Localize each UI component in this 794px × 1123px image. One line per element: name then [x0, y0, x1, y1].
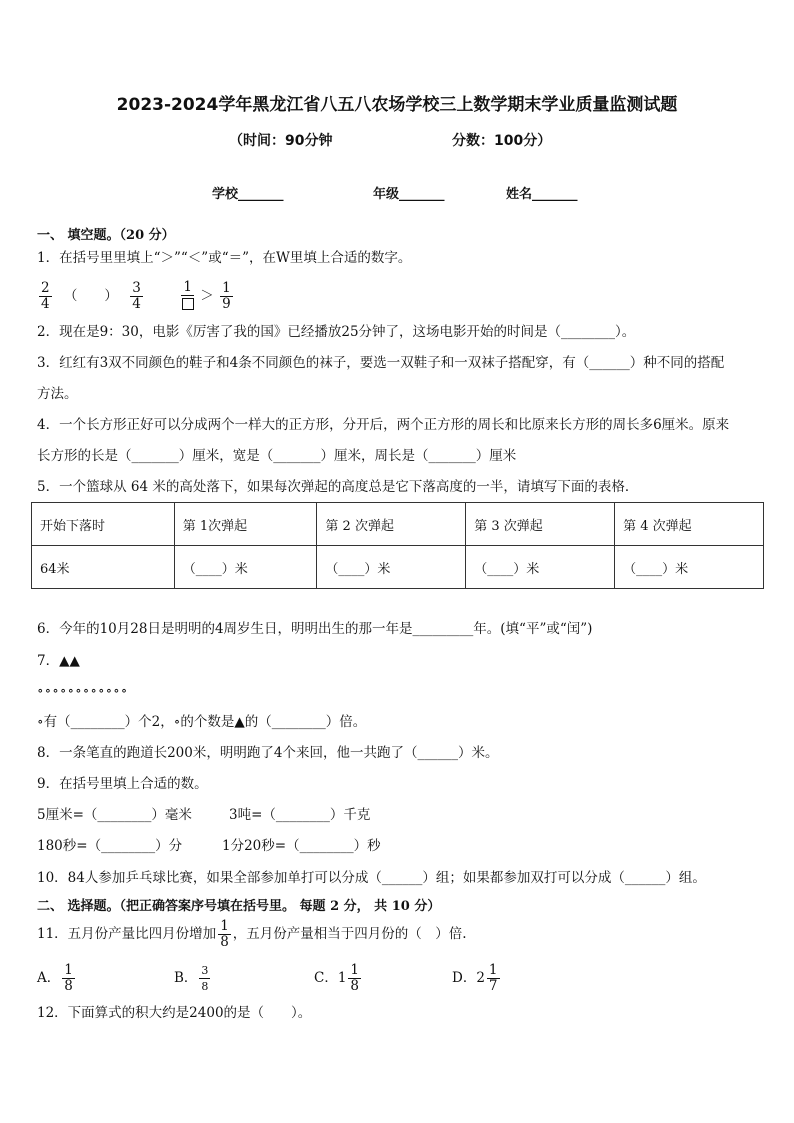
fraction-with-box: 1	[181, 280, 194, 314]
question-7-line-2: ∘有（________）个2，∘的个数是▲的（________）倍。	[37, 714, 367, 730]
question-5: 5．一个篮球从 64 米的高处落下，如果每次弹起的高度总是它下落高度的一半，请填写下面的表格．	[37, 479, 639, 495]
question-3-line-1: 3．红红有3双不同颜色的鞋子和4条不同颜色的袜子，要选一双鞋子和一双袜子搭配穿，有（______）种不同的搭配	[37, 355, 725, 371]
question-1-comparisons	[37, 276, 235, 316]
question-9-item: 3吨=（________）千克	[229, 807, 371, 823]
fraction: $\frac{1}{9}$	[222, 280, 231, 312]
table-cell: （____）米	[317, 546, 466, 589]
table-header-cell: 第 4 次弹起	[615, 503, 764, 546]
section-1-heading: 一、 填空题。（20 分）	[37, 228, 175, 243]
table-row	[32, 503, 764, 546]
table-cell: 64米	[32, 546, 175, 589]
question-4-line-2: 长方形的长是（_______）厘米，宽是（_______）厘米，周长是（_______）厘米	[37, 448, 517, 464]
table-cell: （____）米	[174, 546, 317, 589]
blank-box	[182, 298, 194, 310]
question-9-item: 5厘米=（________）毫米	[37, 807, 192, 823]
question-7-line-1: 7．▲▲	[37, 653, 80, 669]
bounce-table	[31, 502, 764, 589]
question-8: 8．一条笔直的跑道长200米，明明跑了4个来回，他一共跑了（______）米。	[37, 745, 499, 761]
question-3-line-2: 方法。	[37, 386, 78, 402]
school-field: 学校_______	[212, 187, 284, 202]
table-header-cell: 第 1次弹起	[174, 503, 317, 546]
question-6: 6．今年的10月28日是明明的4周岁生日，明明出生的那一年是_________年。(填“平”或“闰”)	[37, 621, 593, 637]
table-row	[32, 546, 764, 589]
section-2-heading: 二、 选择题。（把正确答案序号填在括号里。 每题 2 分， 共 10 分）	[37, 899, 441, 914]
grade-field: 年级_______	[373, 187, 445, 202]
question-7-circles: ∘∘∘∘∘∘∘∘∘∘∘∘	[37, 683, 129, 699]
question-9-item: 1分20秒=（________）秒	[222, 838, 381, 854]
option-a: A． $\frac{1}{8}$	[37, 962, 73, 994]
table-header-cell: 第 3 次弹起	[466, 503, 615, 546]
question-9-item: 180秒=（________）分	[37, 838, 183, 854]
fraction: $\frac{3}{4}$	[132, 280, 141, 312]
question-4-line-1: 4．一个长方形正好可以分成两个一样大的正方形，分开后，两个正方形的周长和比原来长方形的周长多6厘米。原来	[37, 417, 730, 433]
question-11-text: ，五月份产量相当于四月份的（ ）倍.	[232, 926, 467, 942]
question-2: 2．现在是9：30，电影《厉害了我的国》已经播放25分钟了，这场电影开始的时间是（________）。	[37, 324, 636, 340]
option-c: C．1 $\frac{1}{8}$	[314, 962, 360, 994]
exam-score: 分数：100分）	[452, 133, 552, 149]
greater-than-sign: ＞	[200, 288, 214, 304]
question-12: 12．下面算式的积大约是2400的是（ ）。	[37, 1005, 312, 1021]
question-10: 10．84人参加乒乓球比赛，如果全部参加单打可以分成（______）组；如果都参加双打可以分成（______）组。	[37, 870, 706, 886]
question-11	[37, 914, 467, 954]
exam-time: （时间：90分钟	[229, 133, 333, 149]
table-header-cell: 第 2 次弹起	[317, 503, 466, 546]
option-d: D．2 $\frac{1}{7}$	[452, 962, 498, 994]
option-b: B． $\frac{3}{8}$	[174, 964, 209, 993]
question-1: 1．在括号里里填上“＞”“＜”或“＝”，在W里填上合适的数字。	[37, 250, 412, 266]
question-11-text: 11．五月份产量比四月份增加	[37, 926, 217, 942]
name-field: 姓名_______	[506, 187, 578, 202]
table-cell: （____）米	[615, 546, 764, 589]
table-header-cell: 开始下落时	[32, 503, 175, 546]
fraction: $\frac{2}{4}$	[41, 280, 50, 312]
table-cell: （____）米	[466, 546, 615, 589]
question-9: 9．在括号里填上合适的数。	[37, 776, 208, 792]
fraction: $\frac{1}{8}$	[220, 918, 229, 950]
page-title: 2023-2024学年黑龙江省八五八农场学校三上数学期末学业质量监测试题	[116, 95, 678, 115]
answer-blank: （ ）	[63, 288, 118, 304]
